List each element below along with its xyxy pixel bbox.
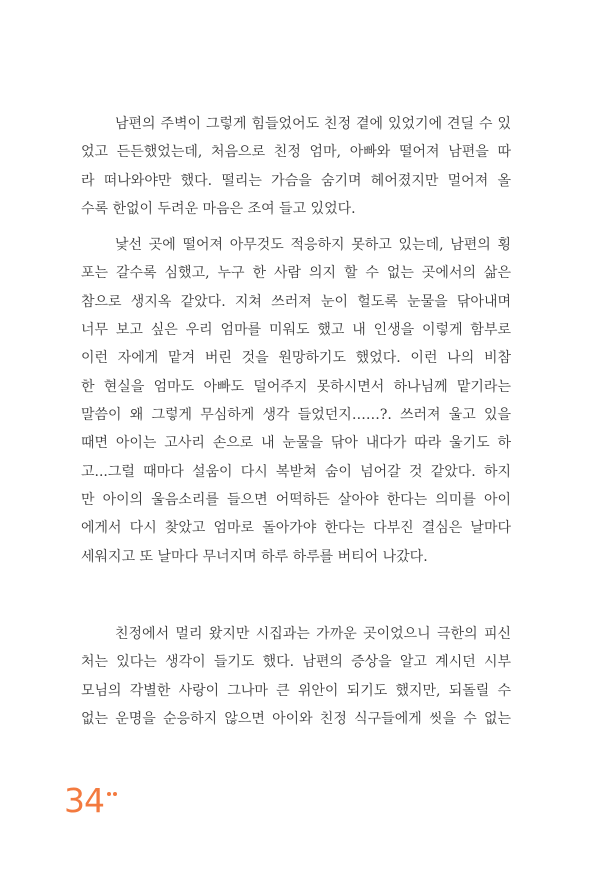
page-number: 34 (64, 781, 104, 820)
paragraph-1 (81, 110, 511, 223)
text-line: 만 아이의 울음소리를 들으면 어떡하든 살아야 한다는 의미를 아이 (81, 492, 511, 509)
text-line: 고...그럴 때마다 설움이 다시 복받쳐 숨이 넘어갈 것 같았다. 하지 (81, 463, 511, 480)
text-line: 친정에서 멀리 왔지만 시집과는 가까운 곳이었으니 극한의 피신 (115, 626, 511, 642)
text-line: 한 현실을 엄마도 아빠도 덜어주지 못하시면서 하나님께 맡기라는 (81, 378, 511, 395)
text-line: 포는 갈수록 심했고, 누구 한 사람 의지 할 수 없는 곳에서의 삶은 (81, 265, 511, 282)
text-line: 세워지고 또 날마다 무너지며 하루 하루를 버티어 나갔다. (81, 548, 428, 565)
text-line: 말씀이 왜 그렇게 무심하게 생각 들었던지……?. 쓰러져 울고 있을 (81, 407, 511, 424)
text-line: 남편의 주벽이 그렇게 힘들었어도 친정 곁에 있었기에 견딜 수 있 (115, 116, 511, 132)
text-line: 낯선 곳에 떨어져 아무것도 적응하지 못하고 있는데, 남편의 횡 (115, 237, 511, 253)
paragraph-2 (81, 231, 511, 571)
text-line: 참으로 생지옥 같았다. 지쳐 쓰러져 눈이 헐도록 눈물을 닦아내며 (81, 293, 511, 310)
text-line: 이런 자에게 맡겨 버린 것을 원망하기도 했었다. 이런 나의 비참 (81, 350, 511, 367)
page-folio (64, 782, 119, 820)
text-line: 너무 보고 싶은 우리 엄마를 미워도 했고 내 인생을 이렇게 함부로 (81, 322, 511, 339)
text-line: 모님의 각별한 사랑이 그나마 큰 위안이 되기도 했지만, 되돌릴 수 (81, 682, 511, 699)
text-line: 라 떠나와야만 했다. 떨리는 가슴을 숨기며 헤어졌지만 멀어져 올 (81, 172, 511, 189)
paragraph-3 (81, 620, 511, 733)
text-line: 었고 든든했었는데, 처음으로 친정 엄마, 아빠와 떨어져 남편을 따 (81, 144, 511, 161)
text-line: 수록 한없이 두려운 마음은 조여 들고 있었다. (81, 201, 356, 218)
text-line: 에게서 다시 찾았고 엄마로 돌아가야 한다는 다부진 결심은 날마다 (81, 520, 511, 537)
text-line: 때면 아이는 고사리 손으로 내 눈물을 닦아 내다가 따라 울기도 하 (81, 435, 511, 452)
text-line: 없는 운명을 순응하지 않으면 아이와 친정 식구들에게 씻을 수 없는 (81, 711, 511, 728)
dot-icon (113, 792, 117, 796)
dot-icon (107, 792, 111, 796)
text-line: 처는 있다는 생각이 들기도 했다. 남편의 증상을 알고 계시던 시부 (81, 654, 511, 671)
folio-dots-icon (107, 792, 119, 796)
